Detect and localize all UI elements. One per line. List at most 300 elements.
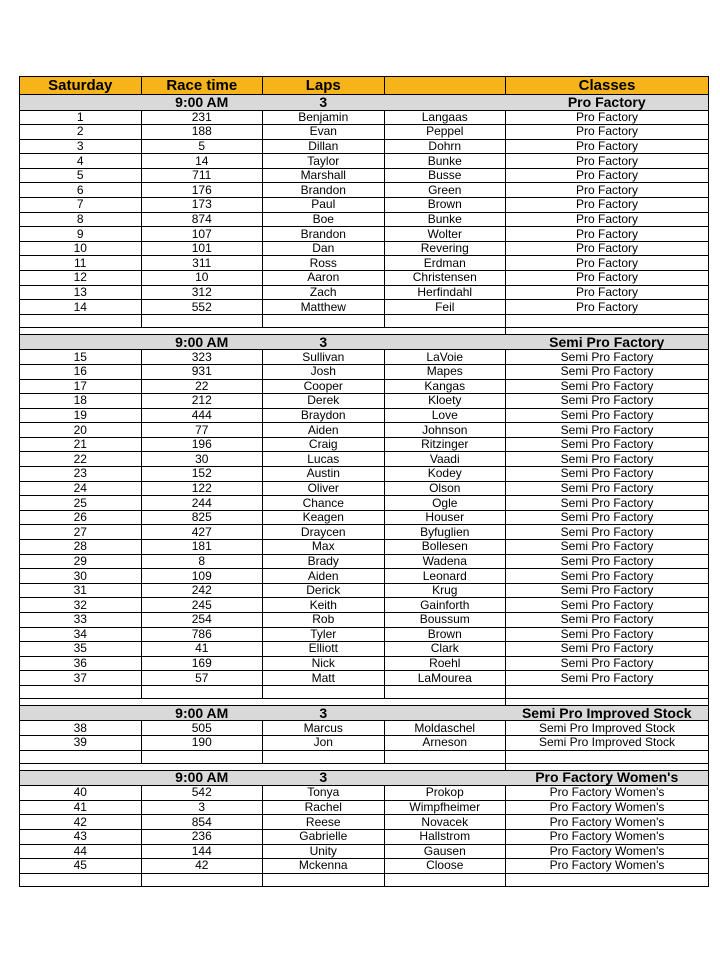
entry-number: 27: [20, 525, 142, 540]
last-name: Johnson: [384, 423, 506, 438]
blank-cell: [20, 314, 142, 327]
last-name: LaVoie: [384, 350, 506, 365]
last-name: Ogle: [384, 496, 506, 511]
entry-number: 30: [20, 569, 142, 584]
last-name: Clark: [384, 642, 506, 657]
class-name: Semi Pro Factory: [506, 481, 709, 496]
first-name: Marshall: [263, 168, 385, 183]
blank-cell: [384, 873, 506, 886]
class-name: Pro Factory Women's: [506, 786, 709, 801]
group-time: 9:00 AM: [141, 705, 263, 721]
first-name: Reese: [263, 815, 385, 830]
last-name: Hallstrom: [384, 829, 506, 844]
first-name: Matt: [263, 671, 385, 686]
class-name: Semi Pro Factory: [506, 496, 709, 511]
first-name: Tyler: [263, 627, 385, 642]
entry-number: 37: [20, 671, 142, 686]
bike-number: 101: [141, 241, 263, 256]
last-name: Wolter: [384, 227, 506, 242]
bike-number: 427: [141, 525, 263, 540]
last-name: Roehl: [384, 656, 506, 671]
table-row: [20, 423, 709, 438]
entry-number: 44: [20, 844, 142, 859]
bike-number: 30: [141, 452, 263, 467]
first-name: Tonya: [263, 786, 385, 801]
class-name: Pro Factory: [506, 300, 709, 315]
bike-number: 188: [141, 125, 263, 140]
blank-row: [20, 873, 709, 886]
race-schedule-table: [19, 76, 709, 887]
table-row: [20, 227, 709, 242]
entry-number: 34: [20, 627, 142, 642]
entry-number: 28: [20, 540, 142, 555]
header-row: [20, 77, 709, 95]
table-row: [20, 815, 709, 830]
blank-cell: [506, 314, 709, 327]
class-name: Semi Pro Factory: [506, 423, 709, 438]
table-row: [20, 154, 709, 169]
table-row: [20, 183, 709, 198]
first-name: Oliver: [263, 481, 385, 496]
bike-number: 236: [141, 829, 263, 844]
entry-number: 23: [20, 467, 142, 482]
blank-cell: [20, 685, 142, 698]
first-name: Josh: [263, 364, 385, 379]
blank-cell: [141, 685, 263, 698]
blank-row: [20, 685, 709, 698]
first-name: Jon: [263, 736, 385, 751]
group-header-row: [20, 770, 709, 786]
first-name: Cooper: [263, 379, 385, 394]
entry-number: 21: [20, 437, 142, 452]
bike-number: 152: [141, 467, 263, 482]
last-name: Kloety: [384, 394, 506, 409]
class-name: Semi Pro Factory: [506, 598, 709, 613]
entry-number: 36: [20, 656, 142, 671]
first-name: Braydon: [263, 408, 385, 423]
first-name: Craig: [263, 437, 385, 452]
group-class-name: Pro Factory: [506, 95, 709, 111]
bike-number: 505: [141, 721, 263, 736]
class-name: Pro Factory: [506, 125, 709, 140]
entry-number: 19: [20, 408, 142, 423]
class-name: Semi Pro Factory: [506, 437, 709, 452]
group-class-name: Pro Factory Women's: [506, 770, 709, 786]
first-name: Brandon: [263, 183, 385, 198]
entry-number: 41: [20, 800, 142, 815]
last-name: Brown: [384, 198, 506, 213]
last-name: Herfindahl: [384, 285, 506, 300]
first-name: Matthew: [263, 300, 385, 315]
last-name: Gausen: [384, 844, 506, 859]
entry-number: 20: [20, 423, 142, 438]
class-name: Semi Pro Factory: [506, 671, 709, 686]
first-name: Chance: [263, 496, 385, 511]
class-name: Pro Factory Women's: [506, 859, 709, 874]
bike-number: 444: [141, 408, 263, 423]
class-name: Pro Factory: [506, 183, 709, 198]
blank-cell: [384, 750, 506, 763]
first-name: Draycen: [263, 525, 385, 540]
class-name: Pro Factory: [506, 241, 709, 256]
class-name: Pro Factory: [506, 168, 709, 183]
blank-cell: [506, 685, 709, 698]
first-name: Sullivan: [263, 350, 385, 365]
entry-number: 4: [20, 154, 142, 169]
first-name: Aiden: [263, 569, 385, 584]
bike-number: 14: [141, 154, 263, 169]
table-row: [20, 554, 709, 569]
table-row: [20, 583, 709, 598]
entry-number: 9: [20, 227, 142, 242]
bike-number: 542: [141, 786, 263, 801]
header-blank: [384, 77, 506, 95]
table-row: [20, 379, 709, 394]
blank-cell: [384, 685, 506, 698]
table-row: [20, 437, 709, 452]
class-name: Semi Pro Factory: [506, 613, 709, 628]
spacer-cell: [263, 327, 385, 334]
class-name: Pro Factory Women's: [506, 800, 709, 815]
last-name: Vaadi: [384, 452, 506, 467]
class-name: Pro Factory: [506, 227, 709, 242]
spacer-cell: [506, 698, 709, 705]
last-name: Christensen: [384, 271, 506, 286]
bike-number: 5: [141, 139, 263, 154]
header-laps: Laps: [263, 77, 385, 95]
table-row: [20, 656, 709, 671]
spacer-cell: [263, 763, 385, 770]
spacer-cell: [384, 327, 506, 334]
table-row: [20, 844, 709, 859]
class-name: Pro Factory: [506, 212, 709, 227]
entry-number: 32: [20, 598, 142, 613]
first-name: Derek: [263, 394, 385, 409]
last-name: Ritzinger: [384, 437, 506, 452]
entry-number: 13: [20, 285, 142, 300]
entry-number: 1: [20, 110, 142, 125]
class-name: Semi Pro Improved Stock: [506, 736, 709, 751]
first-name: Austin: [263, 467, 385, 482]
table-row: [20, 364, 709, 379]
entry-number: 38: [20, 721, 142, 736]
last-name: Gainforth: [384, 598, 506, 613]
entry-number: 10: [20, 241, 142, 256]
first-name: Rob: [263, 613, 385, 628]
group-blank: [384, 705, 506, 721]
group-spacer: [20, 763, 709, 770]
first-name: Keith: [263, 598, 385, 613]
first-name: Boe: [263, 212, 385, 227]
first-name: Derick: [263, 583, 385, 598]
class-name: Semi Pro Factory: [506, 394, 709, 409]
first-name: Benjamin: [263, 110, 385, 125]
first-name: Gabrielle: [263, 829, 385, 844]
last-name: Love: [384, 408, 506, 423]
bike-number: 122: [141, 481, 263, 496]
class-name: Semi Pro Factory: [506, 408, 709, 423]
bike-number: 231: [141, 110, 263, 125]
entry-number: 16: [20, 364, 142, 379]
entry-number: 42: [20, 815, 142, 830]
class-name: Pro Factory Women's: [506, 829, 709, 844]
last-name: Leonard: [384, 569, 506, 584]
table-row: [20, 540, 709, 555]
last-name: Wadena: [384, 554, 506, 569]
table-row: [20, 800, 709, 815]
class-name: Semi Pro Factory: [506, 656, 709, 671]
group-time: 9:00 AM: [141, 334, 263, 350]
table-row: [20, 125, 709, 140]
table-row: [20, 285, 709, 300]
bike-number: 786: [141, 627, 263, 642]
bike-number: 109: [141, 569, 263, 584]
header-classes: Classes: [506, 77, 709, 95]
last-name: Langaas: [384, 110, 506, 125]
blank-row: [20, 750, 709, 763]
last-name: Peppel: [384, 125, 506, 140]
group-laps: 3: [263, 334, 385, 350]
first-name: Nick: [263, 656, 385, 671]
last-name: Busse: [384, 168, 506, 183]
bike-number: 825: [141, 510, 263, 525]
group-header-row: [20, 334, 709, 350]
entry-number: 17: [20, 379, 142, 394]
table-row: [20, 510, 709, 525]
class-name: Pro Factory: [506, 154, 709, 169]
group-blank: [384, 334, 506, 350]
last-name: Dohrn: [384, 139, 506, 154]
entry-number: 22: [20, 452, 142, 467]
blank-cell: [20, 873, 142, 886]
table-row: [20, 241, 709, 256]
table-row: [20, 481, 709, 496]
blank-cell: [141, 873, 263, 886]
group-laps: 3: [263, 705, 385, 721]
table-row: [20, 198, 709, 213]
first-name: Elliott: [263, 642, 385, 657]
group-time: 9:00 AM: [141, 770, 263, 786]
first-name: Zach: [263, 285, 385, 300]
class-name: Pro Factory: [506, 110, 709, 125]
table-row: [20, 671, 709, 686]
bike-number: 244: [141, 496, 263, 511]
class-name: Semi Pro Factory: [506, 583, 709, 598]
bike-number: 245: [141, 598, 263, 613]
entry-number: 18: [20, 394, 142, 409]
blank-cell: [263, 314, 385, 327]
bike-number: 254: [141, 613, 263, 628]
bike-number: 312: [141, 285, 263, 300]
spacer-cell: [20, 763, 142, 770]
blank-cell: [141, 750, 263, 763]
group-blank: [384, 770, 506, 786]
header-race-time: Race time: [141, 77, 263, 95]
entry-number: 33: [20, 613, 142, 628]
bike-number: 42: [141, 859, 263, 874]
table-row: [20, 721, 709, 736]
class-name: Semi Pro Factory: [506, 554, 709, 569]
bike-number: 173: [141, 198, 263, 213]
group-header-row: [20, 705, 709, 721]
group-blank: [20, 95, 142, 111]
entry-number: 14: [20, 300, 142, 315]
bike-number: 3: [141, 800, 263, 815]
bike-number: 107: [141, 227, 263, 242]
group-header-row: [20, 95, 709, 111]
table-row: [20, 139, 709, 154]
class-name: Pro Factory: [506, 271, 709, 286]
last-name: Wimpfheimer: [384, 800, 506, 815]
table-row: [20, 256, 709, 271]
last-name: Feil: [384, 300, 506, 315]
bike-number: 169: [141, 656, 263, 671]
first-name: Brady: [263, 554, 385, 569]
entry-number: 35: [20, 642, 142, 657]
race-schedule-sheet: [19, 76, 709, 887]
bike-number: 10: [141, 271, 263, 286]
table-row: [20, 212, 709, 227]
entry-number: 43: [20, 829, 142, 844]
first-name: Evan: [263, 125, 385, 140]
entry-number: 40: [20, 786, 142, 801]
first-name: Paul: [263, 198, 385, 213]
bike-number: 57: [141, 671, 263, 686]
table-row: [20, 271, 709, 286]
table-row: [20, 350, 709, 365]
class-name: Semi Pro Factory: [506, 350, 709, 365]
table-row: [20, 168, 709, 183]
group-spacer: [20, 698, 709, 705]
last-name: Bollesen: [384, 540, 506, 555]
table-row: [20, 736, 709, 751]
group-blank: [20, 705, 142, 721]
table-row: [20, 569, 709, 584]
last-name: Arneson: [384, 736, 506, 751]
entry-number: 6: [20, 183, 142, 198]
class-name: Semi Pro Factory: [506, 525, 709, 540]
first-name: Brandon: [263, 227, 385, 242]
table-row: [20, 300, 709, 315]
bike-number: 323: [141, 350, 263, 365]
bike-number: 190: [141, 736, 263, 751]
first-name: Aiden: [263, 423, 385, 438]
last-name: Erdman: [384, 256, 506, 271]
last-name: Cloose: [384, 859, 506, 874]
last-name: Green: [384, 183, 506, 198]
spacer-cell: [384, 698, 506, 705]
group-blank: [20, 770, 142, 786]
entry-number: 5: [20, 168, 142, 183]
entry-number: 11: [20, 256, 142, 271]
bike-number: 242: [141, 583, 263, 598]
blank-cell: [20, 750, 142, 763]
last-name: Mapes: [384, 364, 506, 379]
first-name: Unity: [263, 844, 385, 859]
class-name: Semi Pro Factory: [506, 540, 709, 555]
bike-number: 22: [141, 379, 263, 394]
group-spacer: [20, 327, 709, 334]
bike-number: 854: [141, 815, 263, 830]
blank-cell: [506, 873, 709, 886]
bike-number: 77: [141, 423, 263, 438]
first-name: Keagen: [263, 510, 385, 525]
class-name: Pro Factory Women's: [506, 815, 709, 830]
bike-number: 552: [141, 300, 263, 315]
last-name: Prokop: [384, 786, 506, 801]
class-name: Semi Pro Factory: [506, 510, 709, 525]
class-name: Pro Factory: [506, 256, 709, 271]
bike-number: 181: [141, 540, 263, 555]
table-row: [20, 110, 709, 125]
entry-number: 39: [20, 736, 142, 751]
first-name: Max: [263, 540, 385, 555]
group-class-name: Semi Pro Factory: [506, 334, 709, 350]
entry-number: 26: [20, 510, 142, 525]
first-name: Aaron: [263, 271, 385, 286]
entry-number: 8: [20, 212, 142, 227]
last-name: Moldaschel: [384, 721, 506, 736]
group-laps: 3: [263, 95, 385, 111]
class-name: Pro Factory: [506, 285, 709, 300]
last-name: Boussum: [384, 613, 506, 628]
first-name: Rachel: [263, 800, 385, 815]
entry-number: 29: [20, 554, 142, 569]
bike-number: 212: [141, 394, 263, 409]
entry-number: 3: [20, 139, 142, 154]
last-name: Bunke: [384, 212, 506, 227]
spacer-cell: [506, 327, 709, 334]
table-row: [20, 786, 709, 801]
table-row: [20, 642, 709, 657]
last-name: Brown: [384, 627, 506, 642]
group-blank: [384, 95, 506, 111]
bike-number: 176: [141, 183, 263, 198]
class-name: Semi Pro Factory: [506, 627, 709, 642]
class-name: Pro Factory: [506, 139, 709, 154]
last-name: Byfuglien: [384, 525, 506, 540]
bike-number: 931: [141, 364, 263, 379]
first-name: Lucas: [263, 452, 385, 467]
bike-number: 196: [141, 437, 263, 452]
table-row: [20, 859, 709, 874]
class-name: Semi Pro Factory: [506, 642, 709, 657]
class-name: Semi Pro Factory: [506, 379, 709, 394]
table-row: [20, 613, 709, 628]
blank-cell: [506, 750, 709, 763]
last-name: Kangas: [384, 379, 506, 394]
entry-number: 7: [20, 198, 142, 213]
last-name: Revering: [384, 241, 506, 256]
table-row: [20, 467, 709, 482]
bike-number: 8: [141, 554, 263, 569]
bike-number: 311: [141, 256, 263, 271]
group-blank: [20, 334, 142, 350]
spacer-cell: [384, 763, 506, 770]
last-name: Houser: [384, 510, 506, 525]
blank-cell: [263, 873, 385, 886]
spacer-cell: [506, 763, 709, 770]
class-name: Semi Pro Factory: [506, 569, 709, 584]
entry-number: 24: [20, 481, 142, 496]
last-name: Bunke: [384, 154, 506, 169]
first-name: Taylor: [263, 154, 385, 169]
spacer-cell: [141, 698, 263, 705]
table-row: [20, 408, 709, 423]
spacer-cell: [20, 327, 142, 334]
entry-number: 31: [20, 583, 142, 598]
group-laps: 3: [263, 770, 385, 786]
